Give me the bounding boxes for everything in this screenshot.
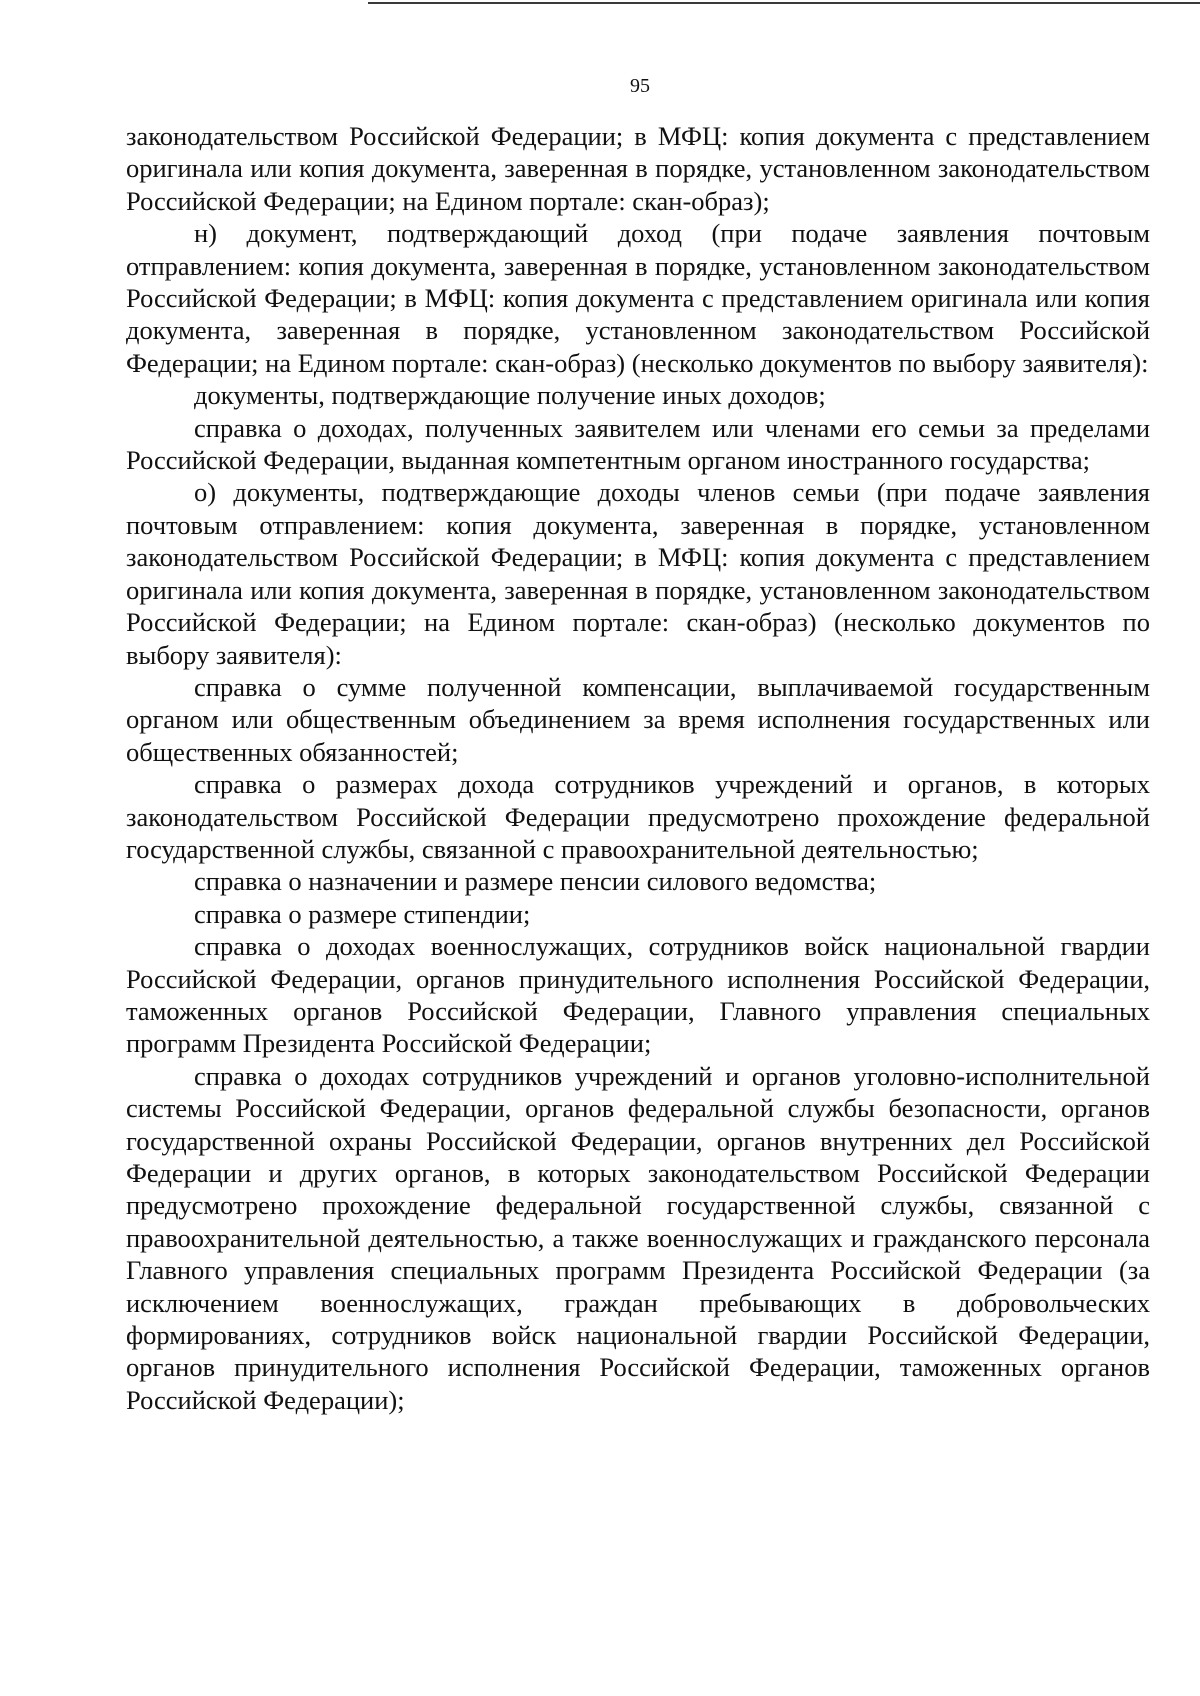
paragraph-item-o: о) документы, подтверждающие доходы членов семьи (при подаче заявления почтовым отправлением: копия документа, заверенная в порядке, установленном законодательством Российской Федерации; в МФЦ: копия документа с представлением оригинала или копия документа, заверенная в порядке, установленном законодательством Российской Федерации; на Едином портале: скан-образ) (несколько документов по выбору заявителя): (126, 477, 1150, 670)
paragraph-military-income: справка о доходах военнослужащих, сотрудников войск национальной гвардии Российской Федерации, органов принудительного исполнения Российской Федерации, таможенных органов Российской Федерации, Главного управления специальных программ Президента Российской Федерации; (126, 931, 1150, 1059)
paragraph-scholarship: справка о размере стипендии; (194, 898, 531, 929)
top-rule (368, 2, 1200, 4)
paragraph-other-income: документы, подтверждающие получение иных доходов; (194, 380, 826, 411)
paragraph-law-enforcement-income: справка о размерах дохода сотрудников учреждений и органов, в которых законодательством Российской Федерации предусмотрено прохождение федеральной государственной службы, связанной с правоохранительной деятельностью; (126, 769, 1150, 864)
document-body (126, 120, 1150, 1416)
paragraph-compensation: справка о сумме полученной компенсации, выплачиваемой государственным органом или общественным объединением за время исполнения государственных или общественных обязанностей; (126, 671, 1150, 767)
paragraph-penitentiary-income: справка о доходах сотрудников учреждений и органов уголовно-исполнительной системы Российской Федерации, органов федеральной службы безопасности, органов государственной охраны Российской Федерации, органов внутренних дел Российской Федерации и других органов, в которых законодательством Российской Федерации предусмотрено прохождение федеральной государственной службы, связанной с правоохранительной деятельностью, а также военнослужащих и гражданского персонала Главного управления специальных программ Президента Российской Федерации (за исключением военнослужащих, граждан пребывающих в добровольческих формированиях, сотрудников войск национальной гвардии Российской Федерации, органов принудительного исполнения Российской Федерации, таможенных органов Российской Федерации); (126, 1060, 1150, 1415)
paragraph-foreign-income: справка о доходах, полученных заявителем или членами его семьи за пределами Российской Федерации, выданная компетентным органом иностранного государства; (126, 412, 1150, 476)
paragraph-item-n: н) документ, подтверждающий доход (при подаче заявления почтовым отправлением: копия документа, заверенная в порядке, установленном законодательством Российской Федерации; в МФЦ: копия документа с представлением оригинала или копия документа, заверенная в порядке, установленном законодательством Российской Федерации; на Едином портале: скан-образ) (несколько документов по выбору заявителя): (126, 218, 1150, 378)
page-number: 95 (630, 75, 650, 97)
paragraph-continuation: законодательством Российской Федерации; в МФЦ: копия документа с представлением оригинала или копия документа, заверенная в порядке, установленном законодательством Российской Федерации; на Едином портале: скан-образ); (126, 121, 1150, 216)
paragraph-pension: справка о назначении и размере пенсии силового ведомства; (194, 866, 877, 897)
